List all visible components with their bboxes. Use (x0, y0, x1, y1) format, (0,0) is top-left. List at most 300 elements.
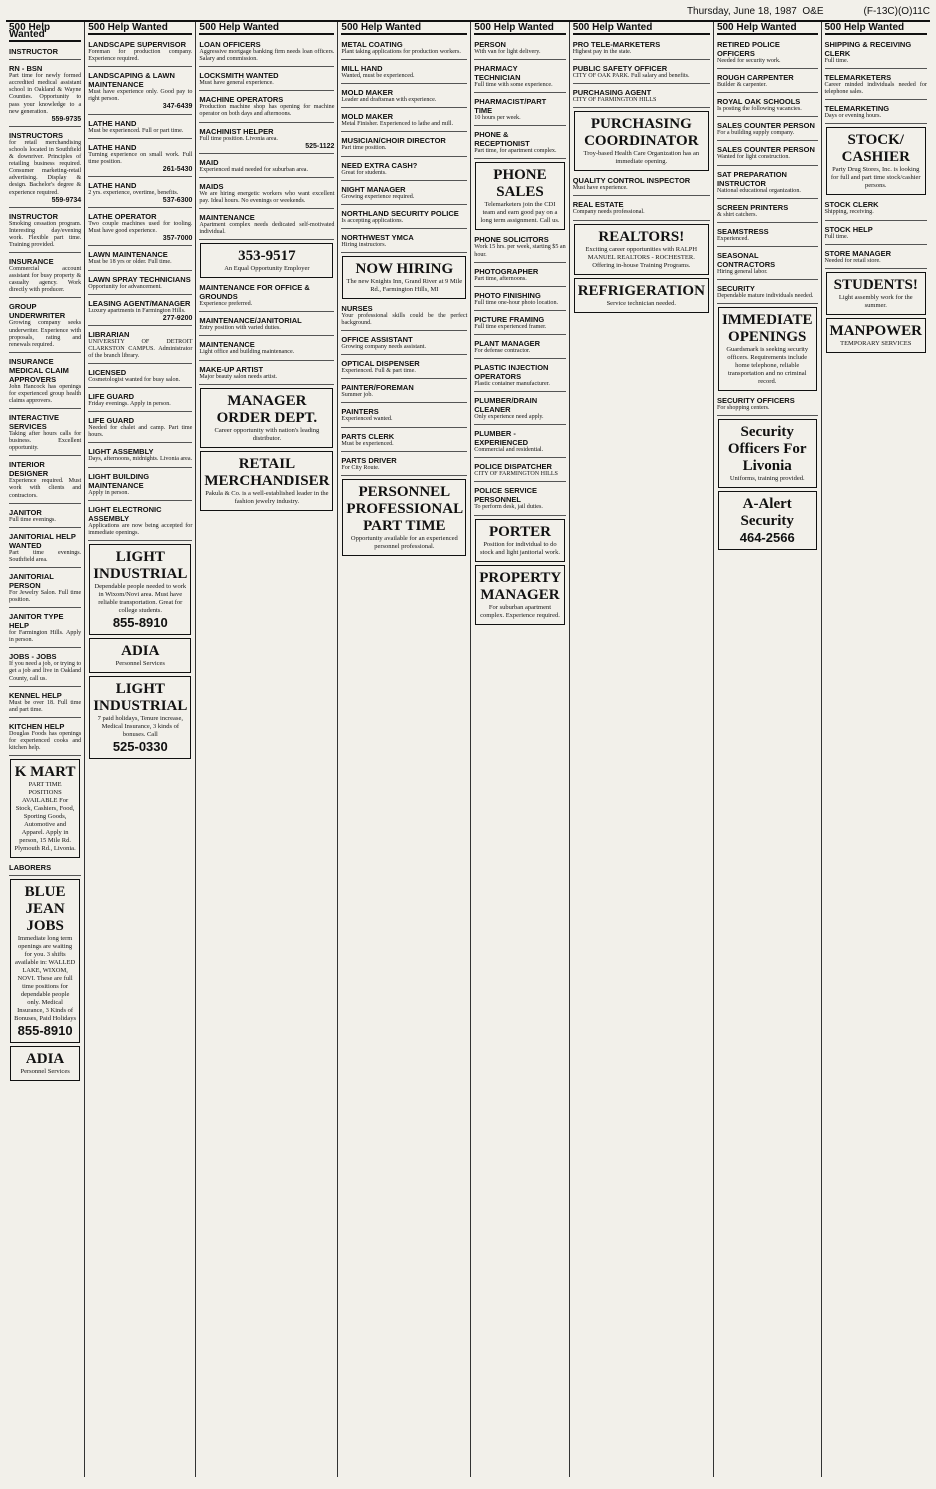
classified-ad (9, 720, 81, 756)
ad-body: Full time. (824, 58, 849, 65)
display-ad-sub: Light assembly work for the summer. (838, 293, 913, 309)
ad-body: Experience preferred. (199, 301, 253, 308)
ad-body: Is accepting applications. (341, 217, 404, 224)
display-ad-sub: Personnel Services (115, 659, 165, 667)
ad-title: NEED EXTRA CASH? (341, 160, 418, 170)
ad-body: Friday evenings. Apply in person. (88, 401, 171, 408)
ad-title: SHIPPING & RECEIVING CLERK (824, 40, 912, 59)
ad-body: Taking after hours calls for business. Excellent opportunity. (9, 431, 82, 452)
paper-name: O&E (802, 6, 824, 17)
display-ad (89, 676, 191, 759)
display-ad-big: IMMEDIATE OPENINGS (721, 312, 813, 346)
ad-body: Growing experience required. (341, 193, 415, 200)
ad-body: Must be experienced. (341, 440, 394, 447)
section-heading: 500 Help Wanted (573, 22, 710, 35)
display-ad (10, 1046, 80, 1081)
classified-ad (341, 302, 467, 331)
classified-ad (199, 363, 334, 385)
ad-title: MAINTENANCE (199, 340, 255, 350)
classified-ad (717, 71, 818, 93)
classified-ad (474, 128, 565, 159)
ad-title: LIGHT BUILDING MAINTENANCE (88, 471, 150, 490)
ad-body: Must be experienced. Full or part time. (88, 127, 184, 134)
classified-ad (199, 93, 334, 122)
ad-title: PARTS CLERK (341, 431, 395, 441)
ad-phone: 277-9200 (162, 314, 193, 322)
classified-ad (573, 198, 710, 220)
ad-body: for retail merchandising schools located in Southfield & downriver. Principles of retailing business required. Consumer marketing-retail advertising. Display & design. Bachelor's degree & experience required. (9, 139, 82, 196)
section-heading: 500 Help Wanted (717, 22, 818, 35)
ad-body: Applications are now being accepted for immediate openings. (88, 522, 193, 536)
section-heading: 500 Help Wanted (825, 22, 928, 35)
ad-body: Full time with some experience. (474, 82, 553, 89)
display-ad-sub: An Equal Opportunity Employer (224, 265, 310, 273)
ad-body: Commercial account assistant for busy property & casualty agency. Work directly with producer. (9, 266, 82, 294)
ad-title: SALES COUNTER PERSON (716, 121, 815, 131)
ad-body: 2 yrs. experience, overtime, benefits. (88, 189, 179, 196)
classified-ad (88, 297, 192, 326)
ad-title: LIGHT ELECTRONIC ASSEMBLY (88, 504, 162, 523)
ad-body: Experienced. (716, 235, 749, 242)
display-ad (342, 256, 466, 299)
display-ad-big: PORTER (488, 523, 551, 540)
ad-body: Your professional skills could be the perfect background. (341, 312, 468, 327)
classified-ad (717, 143, 818, 165)
ad-title: INSTRUCTOR (9, 211, 59, 221)
classified-ad (825, 247, 928, 269)
classified-ad (825, 38, 928, 69)
classified-ad (341, 159, 467, 181)
classified-ad (717, 201, 818, 223)
display-ad-sub: 7 paid holidays, Tenure increase, Medical Insurance, 3 kinds of bonuses. Call (97, 714, 183, 738)
ad-body: Douglas Foods has openings for experienced cooks and kitchen help. (9, 730, 82, 751)
ad-body: Full time one-hour photo location. (474, 299, 559, 306)
ad-body: CITY OF OAK PARK. Full salary and benefits. (572, 73, 690, 80)
ad-body: Must be over 18. Full time and part time. (9, 699, 82, 713)
ad-body: Full time evenings. (9, 516, 56, 523)
ad-body: For a building supply company. (716, 130, 795, 137)
column-3 (195, 22, 337, 1477)
ad-body: Company needs professional. (572, 209, 645, 216)
ad-body: Must have general experience. (199, 80, 274, 87)
classified-ad (341, 231, 467, 253)
classified-ad (88, 470, 192, 501)
classified-ad (341, 134, 467, 156)
ad-phone: 357-7000 (162, 235, 193, 243)
ad-title: MILL HAND (341, 64, 383, 74)
ad-body: Needed for security work. (716, 58, 781, 65)
classified-ad (825, 198, 928, 220)
ad-title: SALES COUNTER PERSON (716, 145, 815, 155)
display-ad-big: MANAGER ORDER DEPT. (216, 392, 318, 426)
ad-title: PHOTOGRAPHER (474, 266, 539, 276)
column-1 (6, 22, 84, 1477)
ad-body: Work 15 hrs. per week, starting $5 an hour. (474, 244, 566, 258)
ad-title: KENNEL HELP (9, 690, 62, 700)
ad-phone: 559-9735 (51, 115, 82, 123)
ad-title: LIBRARIAN (88, 329, 130, 339)
ad-title: MOLD MAKER (341, 88, 394, 98)
ad-title: LATHE HAND (88, 118, 137, 128)
ad-body: Turning experience on small work. Full time position. (88, 151, 193, 165)
ad-body: Needed for chalet and camp. Part time hours. (88, 425, 193, 439)
ad-title: LATHE OPERATOR (88, 212, 157, 222)
display-ad-sub: The new Knights Inn, Grand River at 9 Mile Rd., Farmington Hills, MI (346, 277, 463, 293)
ad-title: MAINTENANCE/JANITORIAL (199, 316, 302, 326)
ad-title: ROYAL OAK SCHOOLS (716, 97, 801, 107)
ad-title: JANITOR (9, 507, 42, 517)
ad-title: LIGHT ASSEMBLY (88, 447, 154, 457)
display-ad-big: ADIA (25, 1051, 65, 1068)
classified-ad (474, 38, 565, 60)
date-line: Thursday, June 18, 1987 (686, 6, 797, 17)
classified-ad (88, 117, 192, 139)
ad-body: Must have experience. (572, 185, 628, 192)
ad-title: LATHE HAND (88, 142, 137, 152)
classified-ad (825, 71, 928, 100)
ad-title: POLICE DISPATCHER (474, 462, 552, 472)
ad-title: QUALITY CONTROL INSPECTOR (572, 176, 691, 186)
column-7 (713, 22, 821, 1477)
ad-body: Commercial and residential. (474, 447, 544, 454)
section-heading: 500 Help Wanted (474, 22, 565, 35)
ad-title: NORTHWEST YMCA (341, 232, 414, 242)
ad-title: INSURANCE (9, 257, 54, 267)
ad-body: Days or evening hours. (824, 113, 882, 120)
ad-body: Hiring instructors. (341, 241, 387, 248)
ad-body: Growing company needs assistant. (341, 344, 427, 351)
classified-ad (199, 281, 334, 312)
ad-body: Part time, afternoons. (474, 275, 527, 282)
classified-ad (474, 265, 565, 287)
classified-ad (573, 62, 710, 84)
classified-ad (9, 530, 81, 568)
ad-body: Plant taking applications for production workers. (341, 49, 461, 56)
display-ad-big: 353-9517 (238, 248, 296, 265)
ad-title: PLASTIC INJECTION OPERATORS (474, 363, 549, 382)
classified-ad (341, 405, 467, 427)
display-ad (475, 162, 564, 230)
display-ad-sub: Uniforms, training provided. (729, 475, 805, 483)
display-ad (475, 565, 564, 625)
ad-title: INSTRUCTORS (9, 130, 64, 140)
display-ad-sub: For suburban apartment complex. Experience required. (480, 603, 560, 619)
ad-body: Is posting the following vacancies. (716, 106, 802, 113)
display-ad-big: PERSONNEL PROFESSIONAL PART TIME (346, 483, 464, 534)
ad-phone: 261-5430 (162, 165, 193, 173)
classified-ad (199, 125, 334, 154)
ad-title: MAIDS (199, 181, 224, 191)
ad-title: LEASING AGENT/MANAGER (88, 298, 191, 308)
classified-ad (199, 211, 334, 240)
ad-title: LAWN MAINTENANCE (88, 250, 168, 260)
display-ad (200, 243, 333, 278)
ad-title: LATHE HAND (88, 180, 137, 190)
classified-ad (88, 210, 192, 246)
display-ad-big: K MART (14, 764, 76, 781)
classified-ad (88, 38, 192, 67)
display-ad (826, 127, 927, 195)
classified-ad (474, 394, 565, 425)
display-ad-phone: 464-2566 (739, 530, 795, 546)
classified-ad (9, 458, 81, 503)
ad-title: RETIRED POLICE OFFICERS (716, 40, 780, 59)
ad-body: Full time position. Livonia area. (199, 135, 278, 142)
display-ad-big: BLUE JEAN JOBS (24, 884, 66, 935)
ad-title: LICENSED (88, 368, 127, 378)
ad-title: POLICE SERVICE PERSONNEL (474, 486, 538, 505)
ad-title: MACHINE OPERATORS (199, 95, 284, 105)
ad-body: CITY OF FARMINGTON HILLS (572, 97, 657, 104)
display-ad-sub: Pakula & Co. is a well-established leader in the fashion jewelry industry. (205, 489, 329, 505)
display-ad-big: MANPOWER (829, 322, 922, 339)
ad-title: JANITOR TYPE HELP (9, 612, 64, 631)
display-ad-big: A-Alert Security (740, 496, 794, 530)
classified-ad (474, 289, 565, 311)
display-ad-sub: Immediate long term openings are waiting for you. 3 shifts available in: WALLED LAKE, WIXOM, NOVI. These are full time positions for dependable people only. Medical Insurance, 3 Kinds of Bonuses, Paid Holidays (14, 935, 77, 1023)
display-ad-phone: 855-8910 (17, 1023, 73, 1039)
display-ad (574, 278, 709, 313)
display-ad-sub: Position for individual to do stock and light janitorial work. (479, 540, 560, 556)
ad-title: PHARMACIST/PART TIME (474, 97, 547, 116)
ad-title: GROUP UNDERWRITER (9, 302, 66, 321)
ad-title: PUBLIC SAFETY OFFICER (572, 64, 668, 74)
ad-body: CITY OF FARMINGTON HILLS (474, 471, 558, 478)
classified-ad (9, 689, 81, 718)
column-4 (337, 22, 470, 1477)
section-heading: 500 Help Wanted (88, 22, 192, 35)
classified-ad (341, 86, 467, 108)
ad-title: PHARMACY TECHNICIAN (474, 64, 521, 83)
ad-title: LABORERS (9, 863, 52, 873)
ad-title: STOCK CLERK (824, 200, 879, 210)
column-5 (470, 22, 568, 1477)
classified-ad (825, 223, 928, 245)
classified-ad (573, 174, 710, 196)
ad-body: Smoking cessation program. Interesting day/evening work. Flexible part time. Training provided. (9, 220, 82, 248)
ad-title: INTERACTIVE SERVICES (9, 413, 60, 432)
ad-title: MACHINIST HELPER (199, 126, 274, 136)
classified-ad (199, 38, 334, 67)
ad-body: Metal Finisher. Experienced to lathe and mill. (341, 121, 454, 128)
classified-ad (717, 394, 818, 416)
classified-ad (88, 445, 192, 467)
ad-title: SECURITY (716, 283, 755, 293)
ad-title: PRO TELE-MARKETERS (572, 40, 661, 50)
classified-ad (341, 110, 467, 132)
ad-title: PHONE SOLICITORS (474, 235, 549, 245)
ad-body: John Hancock has openings for experienced group health claims approvers. (9, 383, 82, 404)
display-ad (89, 544, 191, 635)
classified-ad (9, 506, 81, 528)
classified-ad (474, 427, 565, 458)
classified-ad (9, 610, 81, 648)
display-ad (718, 419, 817, 488)
ad-body: Builder & carpenter. (716, 82, 767, 89)
display-ad-sub: Dependable people needed to work in Wixom/Novi area. Must have reliable transportation. Great for college students. (94, 582, 187, 614)
ad-title: ROUGH CARPENTER (716, 73, 794, 83)
ad-title: OFFICE ASSISTANT (341, 335, 413, 345)
display-ad (718, 307, 817, 391)
ad-title: TELEMARKETERS (824, 73, 892, 83)
ad-body: Full time. (824, 233, 849, 240)
classified-ad (9, 62, 81, 127)
ad-title: PERSON (474, 40, 506, 50)
ad-body: Hiring general labor. (716, 268, 768, 275)
column-8 (821, 22, 931, 1477)
classified-ad (825, 102, 928, 124)
classified-ad (717, 249, 818, 280)
ad-body: Apply in person. (88, 489, 129, 496)
ad-body: Summer job. (341, 392, 373, 399)
page-code: (F-13C)(O)11C (863, 6, 930, 17)
ad-body: Full time experienced framer. (474, 323, 547, 330)
ad-body: For shopping centers. (716, 405, 770, 412)
ad-body: Part time evenings. Southfield area. (9, 549, 82, 563)
display-ad (200, 451, 333, 511)
classified-ad (341, 62, 467, 84)
display-ad (10, 879, 80, 1043)
classified-ad (9, 355, 81, 409)
ad-title: INTERIOR DESIGNER (9, 460, 49, 479)
ad-title: STORE MANAGER (824, 248, 892, 258)
ad-title: SEASONAL CONTRACTORS (716, 250, 776, 269)
classified-ad (341, 333, 467, 355)
classified-ad (9, 570, 81, 608)
display-ad-big: PROPERTY MANAGER (479, 569, 562, 603)
ad-body: Career minded individuals needed for telephone sales. (824, 82, 927, 96)
display-ad (826, 318, 927, 353)
classified-ad (9, 861, 81, 876)
ad-body: Experience required. Must work with clients and contractors. (9, 478, 82, 499)
classified-ad (474, 337, 565, 359)
ad-body: Part time for newly formed accredited medical assistant school in Oakland & Wayne Counties. Opportunity to pass your knowledge to a new generation. (9, 73, 82, 115)
ad-title: LANDSCAPE SUPERVISOR (88, 40, 186, 50)
ad-body: 10 hours per week. (474, 115, 521, 122)
ad-title: LIFE GUARD (88, 416, 135, 426)
ad-title: RN - BSN (9, 64, 43, 74)
ad-title: METAL COATING (341, 40, 403, 50)
ad-body: Light office and building maintenance. (199, 349, 295, 356)
display-ad (342, 479, 466, 556)
ad-phone: 525-1122 (305, 142, 335, 150)
classified-ad (717, 119, 818, 141)
ad-title: PLUMBER/DRAIN CLEANER (474, 396, 538, 415)
display-ad (574, 111, 709, 171)
display-ad-big: STOCK/ CASHIER (841, 132, 910, 166)
ad-title: JOBS - JOBS (9, 652, 57, 662)
header-date (687, 6, 824, 17)
ad-body: Shipping, receiving. (824, 209, 874, 216)
ad-body: Must have experience only. Good pay to right person. (88, 89, 193, 103)
display-ad-big: LIGHT INDUSTRIAL (93, 548, 188, 582)
ad-body: Production machine shop has opening for machine operator on both days and afternoons. (199, 104, 335, 118)
ad-body: Leader and draftsman with experience. (341, 97, 437, 104)
ad-title: NURSES (341, 303, 373, 313)
display-ad-sub: Troy-based Health Care Organization has an immediate opening. (583, 150, 700, 166)
display-ad (826, 272, 927, 315)
classified-ad (341, 183, 467, 205)
classified-ad (88, 273, 192, 295)
ad-body: To perform desk, jail duties. (474, 504, 543, 511)
ad-title: LOCKSMITH WANTED (199, 71, 279, 81)
classified-ad (9, 45, 81, 60)
display-ad (10, 759, 80, 858)
ad-title: SAT PREPARATION INSTRUCTOR (716, 169, 787, 188)
ad-title: LAWN SPRAY TECHNICIANS (88, 274, 191, 284)
column-2 (84, 22, 195, 1477)
ad-title: LIFE GUARD (88, 392, 135, 402)
ad-title: PARTS DRIVER (341, 455, 397, 465)
ad-title: MAID (199, 157, 219, 167)
section-heading: 500 Help Wanted (9, 22, 81, 42)
ad-body: With van for light delivery. (474, 49, 541, 56)
display-ad-sub: Exciting career opportunities with RALPH MANUEL REALTORS - ROCHESTER. Offering in-house Training Programs. (585, 245, 698, 269)
ad-phone: 347-6439 (162, 103, 193, 111)
ad-title: LANDSCAPING & LAWN MAINTENANCE (88, 71, 175, 90)
ad-body: For City Route. (341, 464, 380, 471)
ad-title: SCREEN PRINTERS (716, 202, 789, 212)
ad-title: INSTRUCTOR (9, 47, 59, 57)
ad-body: Great for students. (341, 169, 387, 176)
ad-body: Experienced. Full & part time. (341, 368, 416, 375)
ad-body: Wanted, must be experienced. (341, 73, 415, 80)
ad-title: PAINTERS (341, 407, 379, 417)
ad-title: MAINTENANCE (199, 213, 255, 223)
classified-ad (88, 328, 192, 364)
ad-title: SEAMSTRESS (716, 226, 769, 236)
ad-body: Wanted for light construction. (716, 154, 790, 161)
classified-ad (573, 86, 710, 108)
ad-body: Major beauty salon needs artist. (199, 373, 278, 380)
ad-title: MUSICIAN/CHOIR DIRECTOR (341, 136, 446, 146)
display-ad (475, 519, 564, 562)
ad-body: Experienced wanted. (341, 416, 393, 423)
classified-ad (474, 95, 565, 126)
ad-body: Luxury apartments in Farmington Hills. (88, 307, 186, 314)
classified-ad (199, 338, 334, 360)
classified-ad (9, 255, 81, 298)
ad-body: Plastic container manufacturer. (474, 381, 550, 388)
classified-ad (88, 414, 192, 443)
display-ad-sub: Service technician needed. (606, 299, 677, 307)
classified-ad (9, 411, 81, 456)
ad-body: Growing company seeks underwriter. Experience with proposals, rating and renewals required. (9, 320, 82, 348)
ad-title: LOAN OFFICERS (199, 40, 261, 50)
display-ad-sub: Guardsmark is seeking security officers. Requirements include home telephone, reliable transportation and no criminal record. (726, 346, 809, 386)
ad-body: for Farmington Hills. Apply in person. (9, 630, 82, 644)
ad-body: Foreman for production company. Experience required. (88, 49, 193, 63)
classified-ad (88, 390, 192, 412)
classified-ad (341, 454, 467, 476)
ad-title: JANITORIAL PERSON (9, 571, 54, 590)
classified-ad (88, 248, 192, 270)
ad-title: TELEMARKETING (824, 104, 890, 114)
classified-columns (6, 22, 930, 1477)
page-header (6, 6, 930, 18)
section-heading: 500 Help Wanted (199, 22, 334, 35)
ad-body: Cosmetologist wanted for busy salon. (88, 377, 181, 384)
column-6 (569, 22, 713, 1477)
display-ad-big: LIGHT INDUSTRIAL (93, 680, 188, 714)
section-heading: 500 Help Wanted (341, 22, 467, 35)
classified-ad (474, 460, 565, 482)
ad-title: MAKE-UP ARTIST (199, 364, 264, 374)
ad-body: Only experience need apply. (474, 414, 544, 421)
classified-ad (474, 233, 565, 262)
ad-title: REAL ESTATE (572, 200, 624, 210)
display-ad-big: PHONE SALES (493, 167, 547, 201)
